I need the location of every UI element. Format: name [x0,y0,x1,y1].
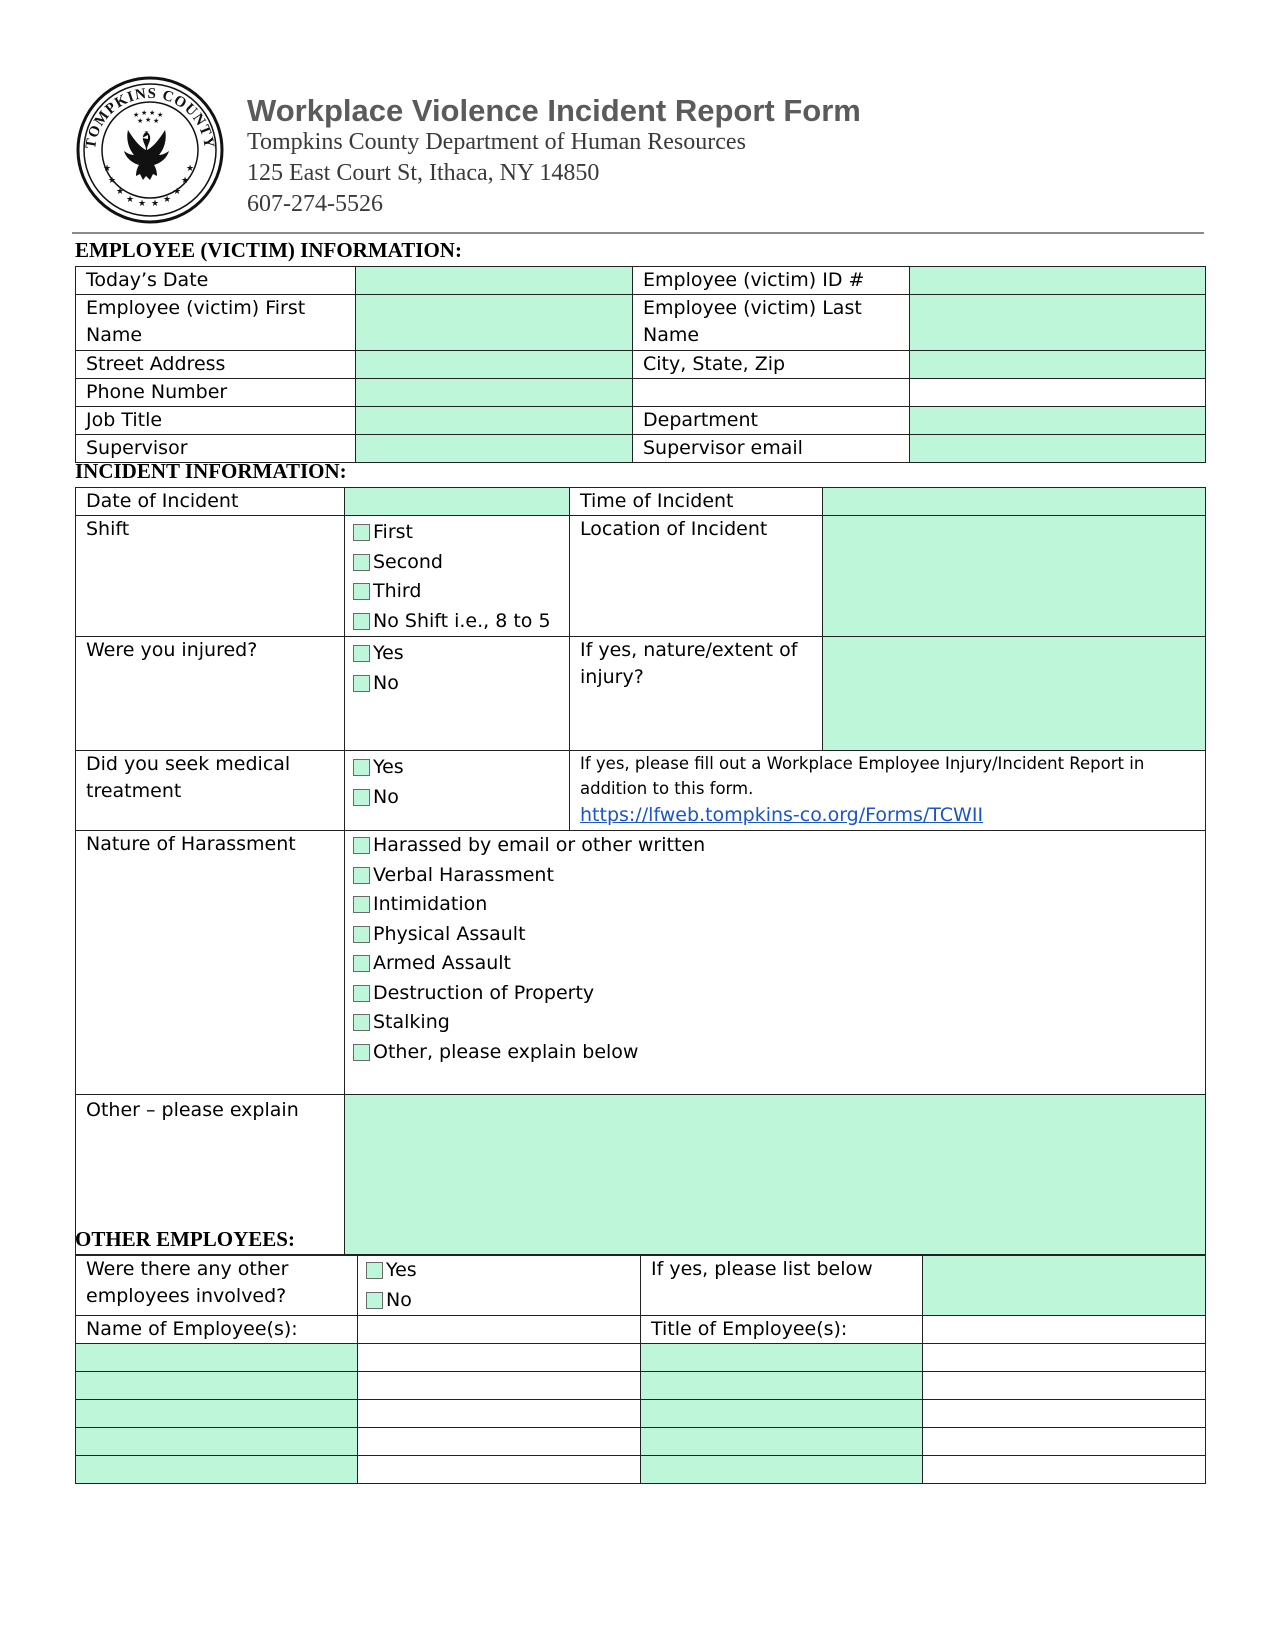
medical-note-cell [570,751,1206,831]
empty-cell [923,1316,1206,1344]
list-below-field[interactable] [923,1256,1206,1316]
svg-text:★: ★ [181,176,190,186]
checkbox-icon[interactable] [353,554,370,571]
checkbox-icon[interactable] [353,1044,370,1061]
svg-text:★: ★ [151,199,160,209]
svg-text:★: ★ [145,116,152,124]
header-divider [72,232,1204,234]
first-name-label: Employee (victim) First Name [76,295,356,351]
checkbox-icon[interactable] [353,789,370,806]
harassment-option-other[interactable]: Other, please explain below [353,1038,1195,1068]
checkbox-icon[interactable] [353,645,370,662]
injury-extent-label: If yes, nature/extent of injury? [570,637,823,751]
employee-name-field[interactable] [76,1456,358,1484]
others-section-heading: OTHER EMPLOYEES: [75,1227,295,1251]
others-option-no[interactable]: No [366,1286,630,1316]
shift-option-no-shift[interactable]: No Shift i.e., 8 to 5 [353,607,559,637]
date-of-incident-field[interactable] [345,488,570,516]
empty-cell [633,379,910,407]
employee-name-field[interactable] [76,1344,358,1372]
last-name-label: Employee (victim) Last Name [633,295,910,351]
form-title: Workplace Violence Incident Report Form [247,93,861,128]
shift-label: Shift [76,516,345,637]
list-below-label: If yes, please list below [641,1256,923,1316]
svg-text:★: ★ [108,176,117,186]
supervisor-email-field[interactable] [910,435,1206,463]
medical-option-yes[interactable]: Yes [353,753,559,783]
empty-cell [358,1344,641,1372]
others-involved-options [358,1256,641,1316]
employee-name-field[interactable] [76,1400,358,1428]
injury-extent-field[interactable] [823,637,1206,751]
harassment-option-intimidation[interactable]: Intimidation [353,890,1195,920]
employee-title-field[interactable] [641,1428,923,1456]
empty-cell [358,1428,641,1456]
department-label: Department [633,407,910,435]
harassment-options [345,831,1206,1095]
job-title-label: Job Title [76,407,356,435]
department-address: 125 East Court St, Ithaca, NY 14850 [247,160,600,186]
department-field[interactable] [910,407,1206,435]
shift-option-second[interactable]: Second [353,548,559,578]
date-of-incident-label: Date of Incident [76,488,345,516]
employee-title-field[interactable] [641,1400,923,1428]
injured-options [345,637,570,751]
others-option-yes[interactable]: Yes [366,1256,630,1286]
empty-cell [358,1456,641,1484]
time-of-incident-label: Time of Incident [570,488,823,516]
city-state-zip-field[interactable] [910,351,1206,379]
supervisor-field[interactable] [356,435,633,463]
time-of-incident-field[interactable] [823,488,1206,516]
checkbox-icon[interactable] [353,896,370,913]
harassment-option-physical-assault[interactable]: Physical Assault [353,920,1195,950]
injured-option-yes[interactable]: Yes [353,639,559,669]
incident-info-table [75,487,1206,1255]
empty-cell [923,1400,1206,1428]
location-label: Location of Incident [570,516,823,637]
shift-option-first[interactable]: First [353,518,559,548]
checkbox-icon[interactable] [353,837,370,854]
svg-text:★: ★ [153,117,160,125]
other-explain-field[interactable] [345,1095,1206,1255]
employee-section-heading: EMPLOYEE (VICTIM) INFORMATION: [75,238,462,262]
employee-title-field[interactable] [641,1344,923,1372]
svg-text:★: ★ [173,187,182,197]
svg-text:★: ★ [103,164,112,174]
supervisor-label: Supervisor [76,435,356,463]
checkbox-icon[interactable] [353,759,370,776]
medical-treatment-label: Did you seek medical treatment [76,751,345,831]
department-name: Tompkins County Department of Human Resources [247,129,746,155]
svg-text:★: ★ [137,117,144,125]
svg-text:★: ★ [126,195,135,205]
empty-cell [910,379,1206,407]
phone-number-label: Phone Number [76,379,356,407]
employee-name-field[interactable] [76,1428,358,1456]
svg-text:TOMPKINS COUNTY: TOMPKINS COUNTY [83,85,218,151]
employee-title-field[interactable] [641,1372,923,1400]
county-seal-logo [75,75,225,225]
employee-title-field[interactable] [641,1456,923,1484]
department-phone: 607-274-5526 [247,191,383,217]
empty-cell [358,1372,641,1400]
medical-note: If yes, please fill out a Workplace Employee Injury/Incident Report in addition to this form. [580,754,1145,798]
checkbox-icon[interactable] [353,955,370,972]
form-header [75,75,1205,235]
injured-label: Were you injured? [76,637,345,751]
others-involved-label: Were there any other employees involved? [76,1256,358,1316]
injury-report-link[interactable]: https://lfweb.tompkins-co.org/Forms/TCWII [580,804,984,826]
first-name-field[interactable] [356,295,633,351]
empty-cell [358,1400,641,1428]
svg-text:★: ★ [141,109,148,117]
medical-option-no[interactable]: No [353,783,559,813]
city-state-zip-label: City, State, Zip [633,351,910,379]
empty-cell [923,1344,1206,1372]
svg-text:★: ★ [133,111,140,119]
employee-name-field[interactable] [76,1372,358,1400]
svg-text:★: ★ [157,111,164,119]
empty-cell [923,1456,1206,1484]
incident-section-heading: INCIDENT INFORMATION: [75,459,347,483]
harassment-label: Nature of Harassment [76,831,345,1095]
other-employees-table [75,1255,1206,1484]
harassment-option-property[interactable]: Destruction of Property [353,979,1195,1009]
empty-cell [358,1316,641,1344]
last-name-field[interactable] [910,295,1206,351]
checkbox-icon[interactable] [366,1292,383,1309]
svg-text:★: ★ [149,109,156,117]
injured-option-no[interactable]: No [353,669,559,699]
checkbox-icon[interactable] [353,524,370,541]
svg-text:★: ★ [138,199,147,209]
phone-number-field[interactable] [356,379,633,407]
employee-title-header: Title of Employee(s): [641,1316,923,1344]
empty-cell [923,1372,1206,1400]
checkbox-icon[interactable] [353,867,370,884]
street-address-label: Street Address [76,351,356,379]
harassment-option-armed-assault[interactable]: Armed Assault [353,949,1195,979]
supervisor-email-label: Supervisor email [633,435,910,463]
checkbox-icon[interactable] [353,926,370,943]
job-title-field[interactable] [356,407,633,435]
checkbox-icon[interactable] [366,1262,383,1279]
other-explain-label: Other – please explain [76,1095,345,1255]
svg-text:★: ★ [186,164,195,174]
location-field[interactable] [823,516,1206,637]
todays-date-field[interactable] [356,267,633,295]
checkbox-icon[interactable] [353,1014,370,1031]
shift-option-third[interactable]: Third [353,577,559,607]
employee-info-table [75,266,1206,463]
employee-id-label: Employee (victim) ID # [633,267,910,295]
empty-cell [923,1428,1206,1456]
harassment-option-stalking[interactable]: Stalking [353,1008,1195,1038]
medical-treatment-options [345,751,570,831]
employee-name-header: Name of Employee(s): [76,1316,358,1344]
checkbox-icon[interactable] [353,985,370,1002]
checkbox-icon[interactable] [353,613,370,630]
todays-date-label: Today’s Date [76,267,356,295]
checkbox-icon[interactable] [353,675,370,692]
employee-id-field[interactable] [910,267,1206,295]
shift-options [345,516,570,637]
svg-text:★: ★ [116,187,125,197]
checkbox-icon[interactable] [353,583,370,600]
harassment-option-written[interactable]: Harassed by email or other written [353,831,1195,861]
street-address-field[interactable] [356,351,633,379]
svg-text:★: ★ [163,195,172,205]
harassment-option-verbal[interactable]: Verbal Harassment [353,861,1195,891]
